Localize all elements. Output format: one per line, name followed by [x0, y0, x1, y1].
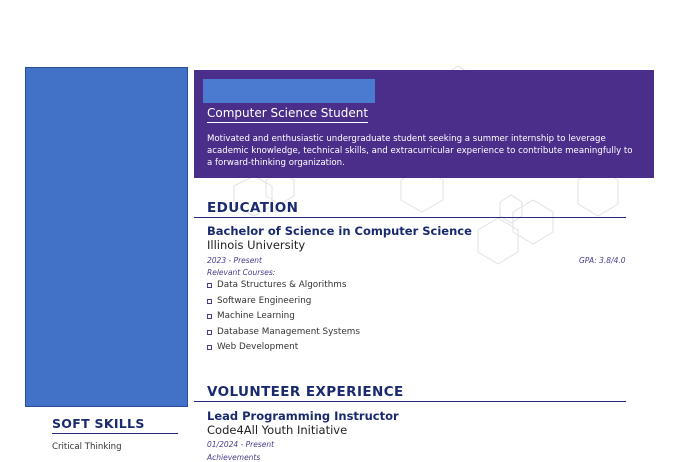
resume-title: Computer Science Student	[207, 106, 368, 123]
achievements-label: Achievements	[207, 453, 261, 462]
course-list-item	[207, 278, 360, 294]
relevant-courses-label: Relevant Courses:	[207, 268, 276, 277]
education-heading: EDUCATION	[207, 200, 299, 216]
sidebar-photo-block	[25, 67, 188, 407]
soft-skills-divider	[52, 433, 178, 434]
education-dates: 2023 - Present	[207, 256, 262, 265]
hexagon-shape	[513, 200, 553, 244]
degree-title: Bachelor of Science in Computer Science	[207, 224, 472, 238]
volunteer-divider	[194, 401, 626, 402]
education-divider	[194, 217, 626, 218]
course-list-item	[207, 325, 360, 341]
square-bullet-icon	[207, 345, 212, 350]
volunteer-dates: 01/2024 - Present	[207, 440, 275, 449]
volunteer-role-title: Lead Programming Instructor	[207, 409, 399, 423]
course-name: Machine Learning	[217, 311, 295, 321]
course-list-item	[207, 309, 360, 325]
soft-skill-item: Critical Thinking	[52, 442, 122, 452]
course-name: Database Management Systems	[217, 326, 360, 337]
square-bullet-icon	[207, 299, 212, 304]
course-name: Software Engineering	[217, 295, 312, 306]
hexagon-shape	[478, 218, 518, 264]
course-name: Data Structures & Algorithms	[217, 280, 347, 290]
school-name: Illinois University	[207, 238, 306, 252]
redacted-name-block	[203, 79, 375, 103]
course-list-item	[207, 294, 360, 310]
volunteer-experience-heading: VOLUNTEER EXPERIENCE	[207, 384, 404, 400]
course-list	[207, 278, 360, 356]
gpa-value: GPA: 3.8/4.0	[579, 256, 626, 265]
professional-summary: Motivated and enthusiastic undergraduate student seeking a summer internship to leverage academic knowledge, technical skills, and extracurricular experience to contribute meaningfully to a forward-thinking organization.	[207, 134, 633, 168]
course-name: Web Development	[217, 342, 299, 352]
volunteer-organization: Code4All Youth Initiative	[207, 423, 348, 437]
square-bullet-icon	[207, 314, 212, 319]
square-bullet-icon	[207, 283, 212, 288]
course-list-item	[207, 340, 360, 356]
soft-skills-heading: SOFT SKILLS	[52, 416, 145, 431]
square-bullet-icon	[207, 330, 212, 335]
